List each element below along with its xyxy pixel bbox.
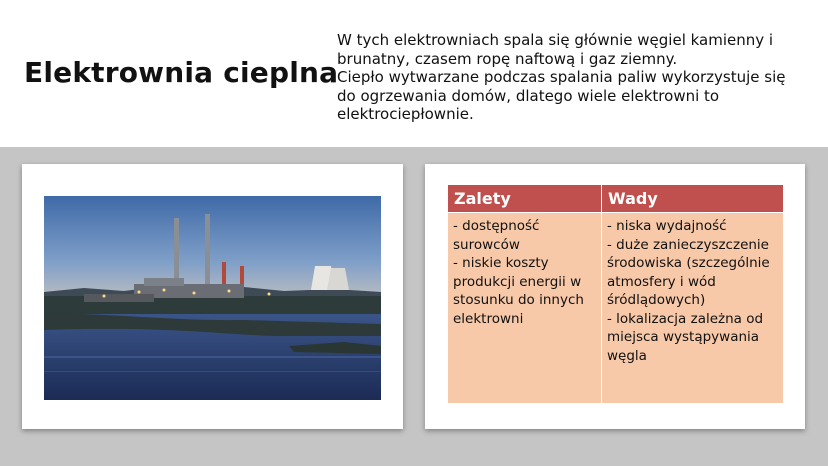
photo-card: [22, 164, 403, 429]
intro-paragraph-1: W tych elektrowniach spala się głównie węgiel kamienny i brunatny, czasem ropę naftową i gaz ziemny.: [337, 31, 774, 68]
cons-item: - niska wydajność: [607, 218, 727, 234]
pros-cell: [448, 213, 602, 404]
power-plant-photo: [44, 196, 381, 400]
table-header-row: [448, 185, 784, 213]
power-plant-illustration: [44, 196, 381, 400]
pros-item: - niskie koszty produkcji energii w stosunku do innych elektrowni: [453, 255, 584, 327]
cons-item: - duże zanieczyszczenie środowiska (szczególnie atmosfery i wód śródlądowych): [607, 236, 770, 308]
intro-text: [337, 31, 807, 124]
slide-body: [0, 147, 828, 466]
pros-item: - dostępność surowców: [453, 218, 540, 253]
cons-header: Wady: [602, 185, 784, 213]
table-row: [448, 213, 784, 404]
cons-cell: [602, 213, 784, 404]
pros-header: Zalety: [448, 185, 602, 213]
pros-cons-card: [425, 164, 805, 429]
cons-item: - lokalizacja zależna od miejsca wystąpywania węgla: [607, 310, 764, 364]
intro-paragraph-2: Ciepło wytwarzane podczas spalania paliw wykorzystuje się do ogrzewania domów, dlatego wiele elektrowni to elektrociepłownie.: [337, 68, 786, 123]
slide-title: Elektrownia cieplna: [24, 56, 339, 89]
slide-header: [0, 0, 828, 147]
pros-cons-table: [447, 184, 784, 404]
